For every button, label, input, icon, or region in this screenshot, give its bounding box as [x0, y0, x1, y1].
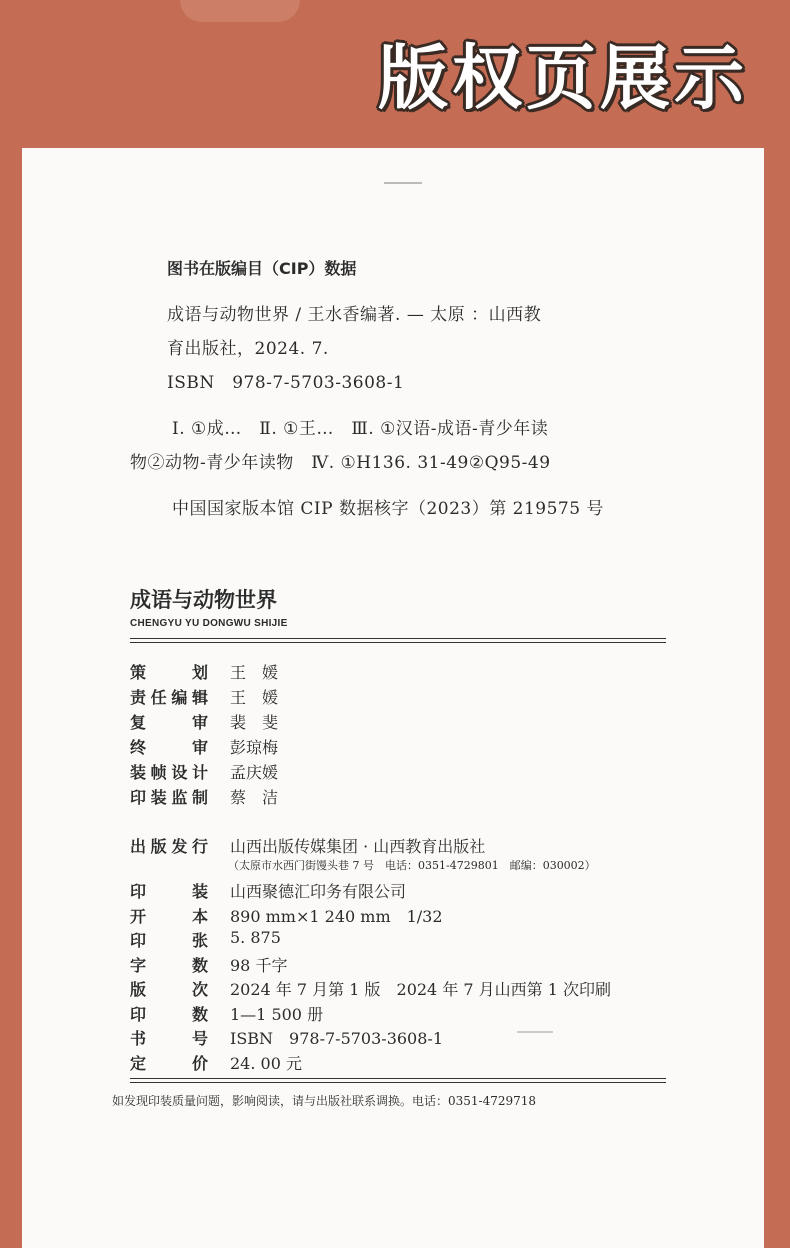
detail-label: 开本	[130, 907, 208, 926]
staff-label: 策划	[130, 663, 208, 682]
divider-bottom-1	[130, 1078, 666, 1079]
staff-label: 装帧设计	[130, 763, 208, 782]
book-pinyin: CHENGYU YU DONGWU SHIJIE	[130, 618, 288, 629]
detail-value: 2024 年 7 月第 1 版 2024 年 7 月山西第 1 次印刷	[230, 980, 612, 999]
detail-label: 印装	[130, 882, 208, 901]
staff-label: 终审	[130, 738, 208, 757]
divider-top-1	[130, 638, 666, 639]
divider-top-2	[130, 642, 666, 643]
staff-value: 蔡 洁	[230, 788, 279, 807]
banner-decoration	[180, 0, 300, 22]
cip-line-4: Ⅰ. ①成… Ⅱ. ①王… Ⅲ. ①汉语-成语-青少年读	[172, 419, 549, 439]
staff-label: 印装监制	[130, 788, 208, 807]
staff-value: 王 媛	[230, 688, 279, 707]
staff-value: 孟庆媛	[230, 763, 279, 782]
cip-heading: 图书在版编目（CIP）数据	[167, 259, 357, 278]
detail-label: 印张	[130, 931, 208, 950]
cip-line-1: 成语与动物世界 / 王水香编著. — 太原 ：山西教	[167, 305, 542, 325]
scan-mark	[517, 1031, 553, 1033]
detail-label: 字数	[130, 956, 208, 975]
staff-label: 复审	[130, 713, 208, 732]
detail-label: 版次	[130, 980, 208, 999]
detail-value: 1—1 500 册	[230, 1005, 324, 1024]
staff-value: 彭琼梅	[230, 738, 279, 757]
staff-value: 王 媛	[230, 663, 279, 682]
cip-line-2: 育出版社，2024. 7.	[167, 339, 329, 359]
book-title: 成语与动物世界	[130, 588, 277, 612]
copyright-page	[22, 148, 764, 1248]
detail-value: 98 千字	[230, 956, 288, 975]
staff-value: 裴 斐	[230, 713, 279, 732]
banner-title: 版权页展示	[378, 37, 748, 119]
detail-label: 定价	[130, 1054, 208, 1073]
footer-note: 如发现印装质量问题，影响阅读，请与出版社联系调换。电话：0351-4729718	[112, 1094, 537, 1108]
detail-value: ISBN 978-7-5703-3608-1	[230, 1029, 444, 1048]
detail-value: 山西聚德汇印务有限公司	[230, 882, 407, 901]
banner	[0, 0, 790, 148]
detail-label: 书号	[130, 1029, 208, 1048]
cip-isbn: ISBN 978-7-5703-3608-1	[167, 373, 405, 393]
detail-value: 24. 00 元	[230, 1054, 302, 1073]
publisher-name: 山西出版传媒集团 · 山西教育出版社	[230, 837, 486, 856]
divider-bottom-2	[130, 1082, 666, 1083]
scan-mark	[384, 182, 422, 184]
publisher-label: 出版发行	[130, 837, 208, 856]
detail-value: 890 mm×1 240 mm 1/32	[230, 907, 443, 926]
cip-data-number: 中国国家版本馆 CIP 数据核字（2023）第 219575 号	[172, 499, 604, 519]
cip-line-5: 物②动物-青少年读物 Ⅳ. ①H136. 31-49②Q95-49	[130, 453, 551, 473]
detail-label: 印数	[130, 1005, 208, 1024]
detail-value: 5. 875	[230, 928, 281, 947]
staff-label: 责任编辑	[130, 688, 208, 707]
publisher-address: （太原市水西门街馒头巷 7 号 电话：0351-4729801 邮编：030002）	[228, 859, 596, 872]
